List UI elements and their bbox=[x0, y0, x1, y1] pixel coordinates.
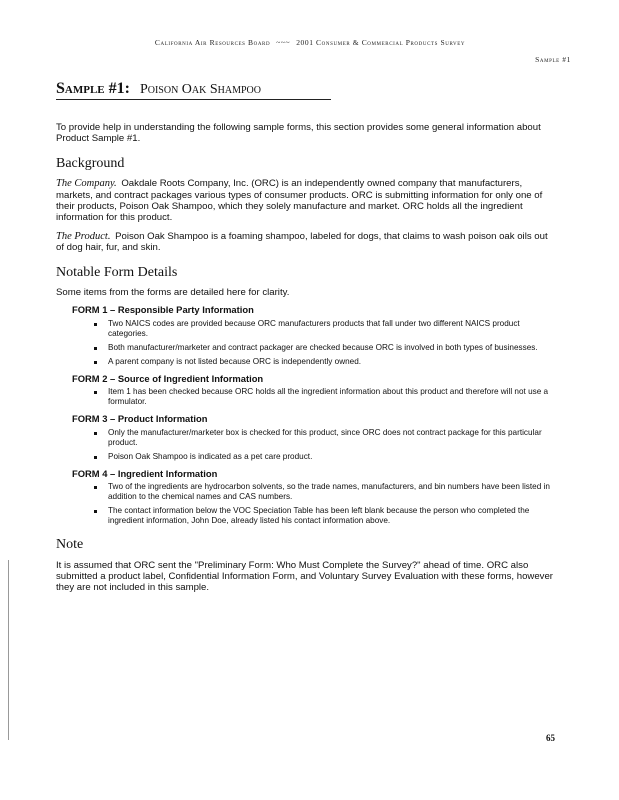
list-item: Only the manufacturer/marketer box is checked for this product, since ORC does not contract package for this particular product. bbox=[108, 428, 556, 448]
title-product-name: Poison Oak Shampoo bbox=[139, 82, 261, 97]
form1-heading: FORM 1 – Responsible Party Information bbox=[72, 304, 254, 316]
company-text: Oakdale Roots Company, Inc. (ORC) is an independently owned company that manufacturers, markets, and contract packages various types of consumer products. ORC is submitting information for only one of their products, Poison Oak Shampoo, which they solely manufacture and market. ORC holds all the ingredient information for this product. bbox=[56, 178, 543, 224]
header-org: California Air Resources Board bbox=[154, 38, 271, 47]
company-lead: The Company. bbox=[56, 178, 117, 190]
list-item: The contact information below the VOC Speciation Table has been left blank because the person who completed the ingredient information, John Doe, already listed his contact information above. bbox=[108, 506, 556, 526]
list-item: Two NAICS codes are provided because ORC manufacturers products that fall under two different NAICS product categories. bbox=[108, 319, 556, 339]
form2-heading: FORM 2 – Source of Ingredient Information bbox=[72, 372, 264, 384]
list-item: Poison Oak Shampoo is indicated as a pet care product. bbox=[108, 452, 556, 462]
note-paragraph: It is assumed that ORC sent the "Preliminary Form: Who Must Complete the Survey?" ahead of time. ORC also submitted a product label, Confidential Information Form, and Voluntary Survey Evaluation with these forms, however they are not included in this sample. bbox=[56, 559, 553, 594]
form3-list bbox=[56, 428, 556, 462]
list-item: Both manufacturer/marketer and contract packager are checked because ORC is involved in both types of businesses. bbox=[108, 343, 556, 353]
company-paragraph bbox=[56, 178, 556, 224]
title-prefix: Sample #1: bbox=[56, 80, 130, 97]
form4-list bbox=[56, 482, 556, 526]
header-survey: 2001 Consumer & Commercial Products Survey bbox=[296, 38, 466, 47]
header-separator: ~~~ bbox=[276, 38, 291, 47]
scan-edge-mark bbox=[8, 560, 9, 740]
form1-list bbox=[56, 319, 556, 367]
intro-paragraph: To provide help in understanding the following sample forms, this section provides some general information about Product Sample #1. bbox=[56, 122, 541, 145]
form4-heading: FORM 4 – Ingredient Information bbox=[72, 467, 218, 479]
background-heading: Background bbox=[56, 155, 125, 171]
list-item: Two of the ingredients are hydrocarbon solvents, so the trade names, manufacturers, and bin numbers have been listed in addition to the chemical names and CAS numbers. bbox=[108, 482, 556, 502]
running-header bbox=[100, 38, 520, 47]
list-item: A parent company is not listed because ORC is independently owned. bbox=[108, 357, 556, 367]
page-title bbox=[56, 80, 331, 100]
product-text: Poison Oak Shampoo is a foaming shampoo, labeled for dogs, that claims to wash poison oak oils out of dog hair, fur, and skin. bbox=[56, 230, 548, 254]
note-heading: Note bbox=[56, 537, 84, 553]
form2-list bbox=[56, 387, 556, 407]
form3-heading: FORM 3 – Product Information bbox=[72, 413, 208, 425]
list-item: Item 1 has been checked because ORC holds all the ingredient information about this product and therefore will not use a formulator. bbox=[108, 387, 556, 407]
notable-intro: Some items from the forms are detailed here for clarity. bbox=[56, 287, 290, 299]
product-lead: The Product. bbox=[56, 230, 111, 242]
page-number: 65 bbox=[546, 733, 555, 743]
product-paragraph bbox=[56, 231, 556, 254]
notable-heading: Notable Form Details bbox=[56, 264, 178, 280]
sample-tag: Sample #1 bbox=[535, 55, 571, 64]
main-content bbox=[56, 122, 556, 601]
